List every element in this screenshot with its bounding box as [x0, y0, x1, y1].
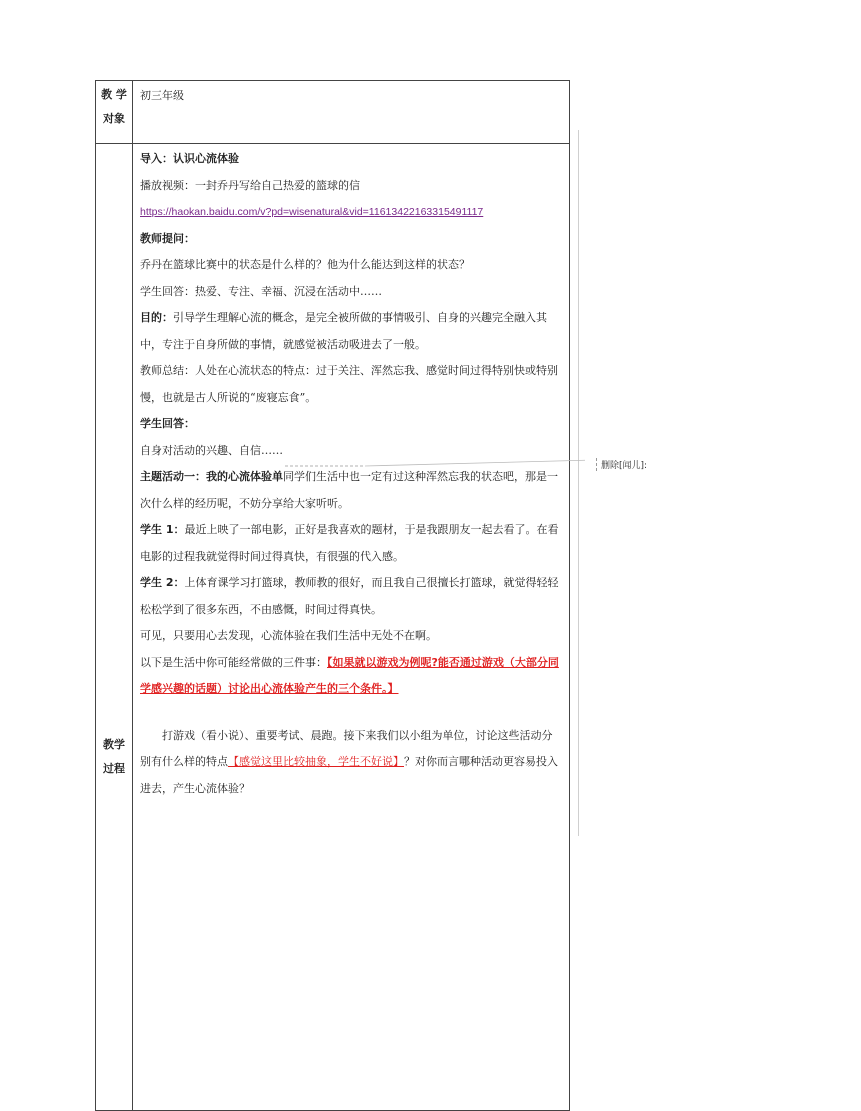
inline-text: 上体育课学习打篮球，教师教的很好，而且我自己很擅长打篮球，就觉得轻轻松松学到了很多东西，不由感慨，时间过得真快。 — [140, 576, 559, 616]
inline-heading: 目的： — [140, 311, 173, 324]
inline-text: 以下是生活中你可能经常做的三件事： — [140, 655, 327, 669]
paragraph — [140, 305, 562, 358]
comment-margin-line — [578, 130, 579, 836]
table-row — [96, 144, 570, 1111]
label-line: 教学 — [103, 737, 125, 751]
paragraph: 教师总结：人处在心流状态的特点：过于关注、浑然忘我、感觉时间过得特别快或特别慢，也就是古人所说的“废寝忘食”。 — [140, 364, 558, 404]
inline-heading: 学生 1： — [140, 523, 185, 536]
label-line: 对象 — [103, 112, 125, 125]
label-line: 过程 — [103, 761, 125, 775]
paragraph: 可见，只要用心去发现，心流体验在我们生活中无处不在啊。 — [140, 629, 437, 642]
paragraph: 乔丹在篮球比赛中的状态是什么样的？他为什么能达到这样的状态？ — [140, 258, 470, 271]
review-annotation: 【感觉这里比较抽象，学生不好说】 — [228, 755, 404, 768]
label-line: 教 学 — [101, 88, 127, 101]
inline-text: 最近上映了一部电影，正好是我喜欢的题材，于是我跟朋友一起去看了。在看电影的过程我就觉得时间过得真快，有很强的代入感。 — [140, 523, 559, 563]
row-content — [133, 144, 570, 1111]
inline-text: 引导学生理解心流的概念，是完全被所做的事情吸引、自身的兴趣完全融入其中，专注于自身所做的事情，就感觉被活动吸进去了一般。 — [140, 311, 547, 351]
row-label — [96, 81, 133, 144]
paragraph — [140, 650, 562, 703]
section-heading: 学生回答： — [140, 417, 195, 430]
row-label — [96, 144, 133, 1111]
row-content — [133, 81, 570, 144]
paragraph — [140, 723, 562, 803]
paragraph — [140, 570, 562, 623]
paragraph — [140, 464, 562, 517]
video-link[interactable]: https://haokan.baidu.com/v?pd=wisenatural&vid=11613422163315491117 — [140, 206, 484, 218]
revision-comment[interactable]: 删除[闻儿]: — [596, 458, 647, 471]
review-annotation: 【如果就以游戏为例呢?能否通过游戏（大部分同学感兴趣的话题）讨论出心流体验产生的三个条件。】 — [140, 655, 559, 695]
paragraph: 播放视频：一封乔丹写给自己热爱的篮球的信 — [140, 178, 360, 192]
table-row — [96, 81, 570, 144]
inline-heading: 学生 2： — [140, 576, 185, 589]
inline-text: 同学们生活中也一定有过这种浑然忘我的状态吧，那是一次什么样的经历呢，不妨分享给大家听听。 — [140, 470, 558, 510]
inline-heading: 主题活动一：我的心流体验单 — [140, 470, 283, 483]
paragraph — [140, 517, 562, 570]
target-audience: 初三年级 — [140, 89, 184, 102]
inline-text: 打游戏（看小说）、重要考试、晨跑。接下来我们以小组为单位，讨论这些活动分别有什么样的特点 — [140, 728, 553, 768]
section-heading: 导入：认识心流体验 — [140, 152, 239, 165]
inline-text: ？对你而言哪种活动更容易投入进去，产生心流体验？ — [140, 755, 558, 795]
section-heading: 教师提问： — [140, 231, 195, 245]
comment-connector — [285, 454, 585, 468]
paragraph: 自身对活动的兴趣、自信…… — [140, 443, 283, 457]
paragraph: 学生回答：热爱、专注、幸福、沉浸在活动中…… — [140, 284, 382, 298]
lesson-table — [95, 80, 570, 1111]
